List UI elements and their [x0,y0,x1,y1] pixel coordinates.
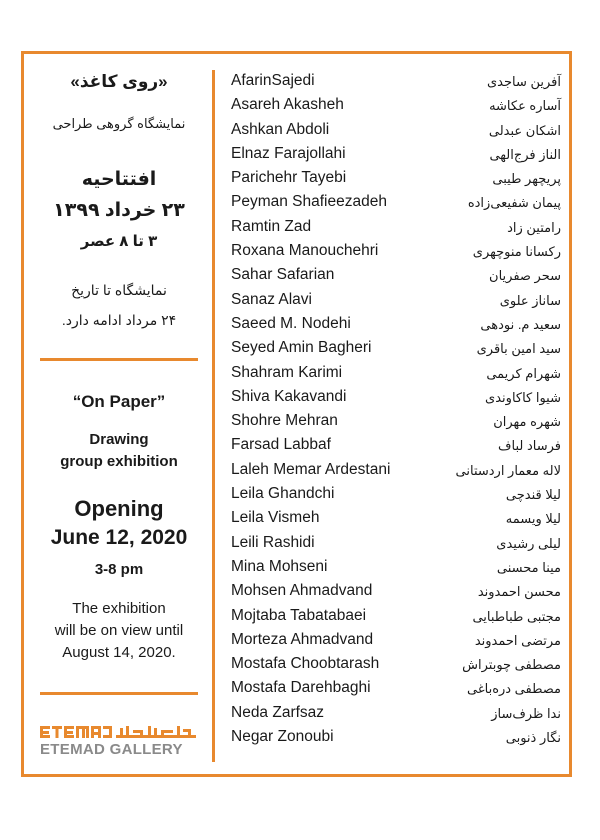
artist-name-english: Shahram Karimi [231,363,343,381]
persian-opening-time: ۳ تا ۸ عصر [80,233,158,250]
list-item [231,71,561,95]
artist-name-english: Peyman Shafieezadeh [231,193,387,211]
artist-name-english: AfarinSajedi [231,72,315,89]
artist-name-english: Mojtaba Tabatabaei [231,606,367,624]
list-item [231,654,561,678]
list-item [231,533,561,557]
english-subtitle-line1: Drawing [89,431,149,448]
persian-opening-label: افتتاحیه [81,169,157,190]
list-item [231,338,561,362]
artist-name-english: Seyed Amin Bagheri [231,339,372,357]
artist-list [231,71,561,751]
artist-name-persian: رامتین زاد [507,219,561,235]
list-item [231,363,561,387]
artist-name-english: Morteza Ahmadvand [231,630,374,648]
list-item [231,678,561,702]
artist-name-persian: مینا محسنی [496,559,561,575]
artist-name-english: Negar Zonoubi [231,728,334,746]
section-divider-bottom [40,692,198,695]
english-opening-date: June 12, 2020 [50,526,188,549]
english-until-line2: will be on view until [54,622,184,639]
artist-name-persian: سعید م. نودهی [480,316,561,332]
list-item [231,508,561,532]
list-item [231,314,561,338]
list-item [231,630,561,654]
english-until-line3: August 14, 2020. [62,644,176,661]
artist-name-persian: رکسانا منوچهری [472,244,561,260]
artist-name-persian: ندا ظرف‌ساز [491,705,561,721]
list-item [231,435,561,459]
artist-name-persian: پیمان شفیعی‌زاده [467,195,561,211]
artist-name-english: Mina Mohseni [231,557,328,575]
gallery-name: ETEMAD GALLERY [40,741,183,758]
list-item [231,290,561,314]
list-item [231,144,561,168]
list-item [231,265,561,289]
artist-name-persian: مصطفی چوبتراش [462,657,561,673]
artist-name-english: Sanaz Alavi [231,290,312,308]
artist-name-persian: آساره عکاشه [489,98,561,114]
list-item [231,703,561,727]
list-item [231,241,561,265]
artist-name-persian: شهره مهران [493,414,561,430]
persian-opening-date: ۲۳ خرداد ۱۳۹۹ [53,200,185,221]
list-item [231,192,561,216]
list-item [231,460,561,484]
list-item [231,387,561,411]
artist-name-persian: محسن احمدوند [477,584,561,600]
artist-name-english: Leila Ghandchi [231,485,335,503]
artist-name-english: Ramtin Zad [231,217,312,235]
english-opening-label: Opening [74,496,164,521]
artist-name-persian: پریچهر طیبی [492,171,561,187]
artist-name-english: Shiva Kakavandi [231,387,347,405]
artist-name-persian: ساناز علوی [499,292,561,308]
column-divider [212,70,215,762]
artist-name-persian: سحر صفریان [489,268,561,284]
list-item [231,95,561,119]
artist-name-persian: لیلا ویسمه [505,511,561,527]
english-subtitle-line2: group exhibition [60,453,178,470]
artist-name-persian: لاله معمار اردستانی [455,462,561,478]
artist-name-persian: سید امین باقری [476,341,561,357]
persian-title: «روی کاغذ» [70,72,168,91]
list-item [231,168,561,192]
artist-name-english: Shohre Mehran [231,412,338,430]
list-item [231,581,561,605]
english-until-line1: The exhibition [72,600,166,617]
artist-name-english: Mohsen Ahmadvand [231,582,373,600]
artist-name-english: Roxana Manouchehri [231,242,379,260]
artist-name-persian: لیلا قندچی [505,487,561,503]
artist-name-persian: فرساد لباف [498,438,561,454]
list-item [231,727,561,751]
artist-name-english: Parichehr Tayebi [231,169,347,187]
list-item [231,217,561,241]
artist-name-english: Saeed M. Nodehi [231,314,351,332]
section-divider [40,358,198,361]
artist-name-persian: نگار ذنوبی [505,730,561,746]
artist-name-english: Leila Vismeh [231,509,320,527]
english-title: “On Paper” [72,392,166,411]
list-item [231,484,561,508]
artist-name-english: Mostafa Darehbaghi [231,679,371,697]
artist-name-english: Laleh Memar Ardestani [231,460,391,478]
artist-name-persian: شهرام کریمی [486,365,561,381]
list-item [231,120,561,144]
artist-name-persian: مرتضی احمدوند [474,632,561,648]
artist-name-english: Sahar Safarian [231,266,335,284]
artist-name-persian: مجتبی طباطبایی [472,608,561,624]
artist-name-english: Ashkan Abdoli [231,120,330,138]
artist-name-english: Asareh Akasheh [231,96,344,114]
artist-name-english: Elnaz Farajollahi [231,144,346,162]
artist-name-persian: لیلی رشیدی [496,535,561,551]
artist-name-english: Neda Zarfsaz [231,703,325,721]
persian-until-line2: ۲۴ مرداد ادامه دارد. [61,312,177,328]
artist-name-persian: الناز فرج‌الهی [489,146,561,162]
persian-subtitle: نمایشگاه گروهی طراحی [52,116,186,131]
artist-name-persian: مصطفی دره‌باغی [466,681,561,697]
artist-name-persian: اشکان عبدلی [488,122,561,138]
etemad-logo-icon [40,724,198,740]
artist-name-english: Leili Rashidi [231,533,315,551]
list-item [231,557,561,581]
artist-name-persian: آفرین ساجدی [486,74,561,89]
artist-name-english: Mostafa Choobtarash [231,655,380,673]
list-item [231,606,561,630]
english-opening-time: 3-8 pm [94,561,144,578]
artist-name-english: Farsad Labbaf [231,436,331,454]
artist-name-persian: شیوا کاکاوندی [485,389,561,405]
persian-until-line1: نمایشگاه تا تاریخ [71,282,167,298]
list-item [231,411,561,435]
